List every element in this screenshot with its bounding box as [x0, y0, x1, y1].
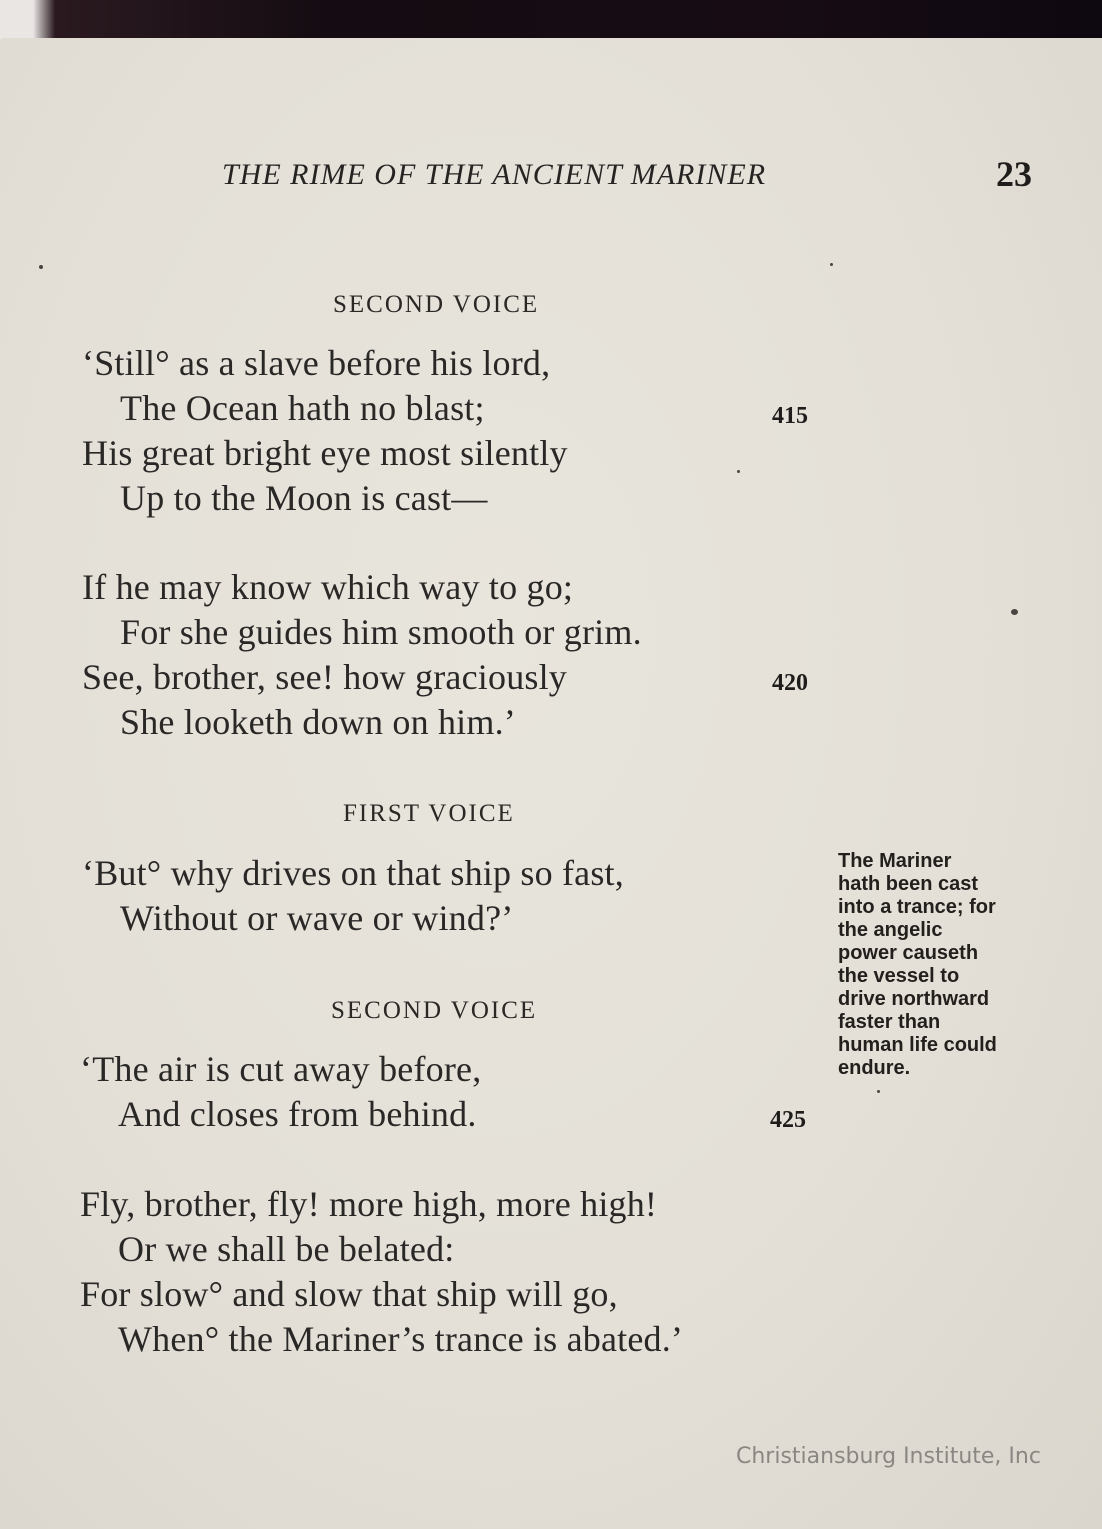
gloss-line: power causeth [838, 942, 979, 964]
verse-line: And closes from behind. [118, 1094, 477, 1134]
verse-line: Fly, brother, fly! more high, more high! [80, 1184, 658, 1224]
verse-line: The Ocean hath no blast; [120, 388, 485, 428]
verse-line: ‘The air is cut away before, [80, 1049, 482, 1089]
line-number: 420 [772, 670, 808, 696]
watermark-text: Christiansburg Institute, Inc [736, 1444, 1041, 1469]
line-number: 425 [770, 1107, 806, 1133]
verse-line: ‘But° why drives on that ship so fast, [82, 853, 624, 893]
verse-line: Or we shall be belated: [118, 1229, 455, 1269]
running-title: THE RIME OF THE ANCIENT MARINER [222, 158, 767, 191]
verse-line: Up to the Moon is cast— [120, 478, 488, 518]
verse-line: Without or wave or wind?’ [120, 898, 514, 938]
verse-line: For slow° and slow that ship will go, [80, 1274, 618, 1314]
paper-speck [1011, 609, 1018, 615]
verse-line: ‘Still° as a slave before his lord, [82, 343, 551, 383]
voice-heading: SECOND VOICE [331, 997, 538, 1024]
paper-speck [39, 265, 43, 269]
paper-speck [830, 263, 833, 266]
gloss-line: drive northward [838, 988, 990, 1010]
gloss-line: faster than [838, 1011, 941, 1033]
verse-line: She looketh down on him.’ [120, 702, 516, 742]
verse-line: When° the Mariner’s trance is abated.’ [118, 1319, 684, 1359]
page-number: 23 [996, 154, 1032, 194]
gloss-line: The Mariner [838, 850, 952, 872]
voice-heading: FIRST VOICE [343, 800, 515, 827]
voice-heading: SECOND VOICE [333, 291, 540, 318]
line-number: 415 [772, 403, 808, 429]
gloss-line: human life could [838, 1034, 997, 1056]
verse-line: For she guides him smooth or grim. [120, 612, 642, 652]
verse-line: See, brother, see! how graciously [82, 657, 568, 697]
gloss-line: endure. [838, 1057, 911, 1079]
gloss-line: the vessel to [838, 965, 960, 987]
paper-speck [877, 1090, 880, 1093]
gloss-line: the angelic [838, 919, 943, 941]
paper-speck [737, 470, 740, 473]
marginal-gloss [838, 850, 1058, 1080]
gloss-line: into a trance; for [838, 896, 996, 918]
gloss-line: hath been cast [838, 873, 979, 895]
verse-line: His great bright eye most silently [82, 433, 568, 473]
verse-line: If he may know which way to go; [82, 567, 574, 607]
